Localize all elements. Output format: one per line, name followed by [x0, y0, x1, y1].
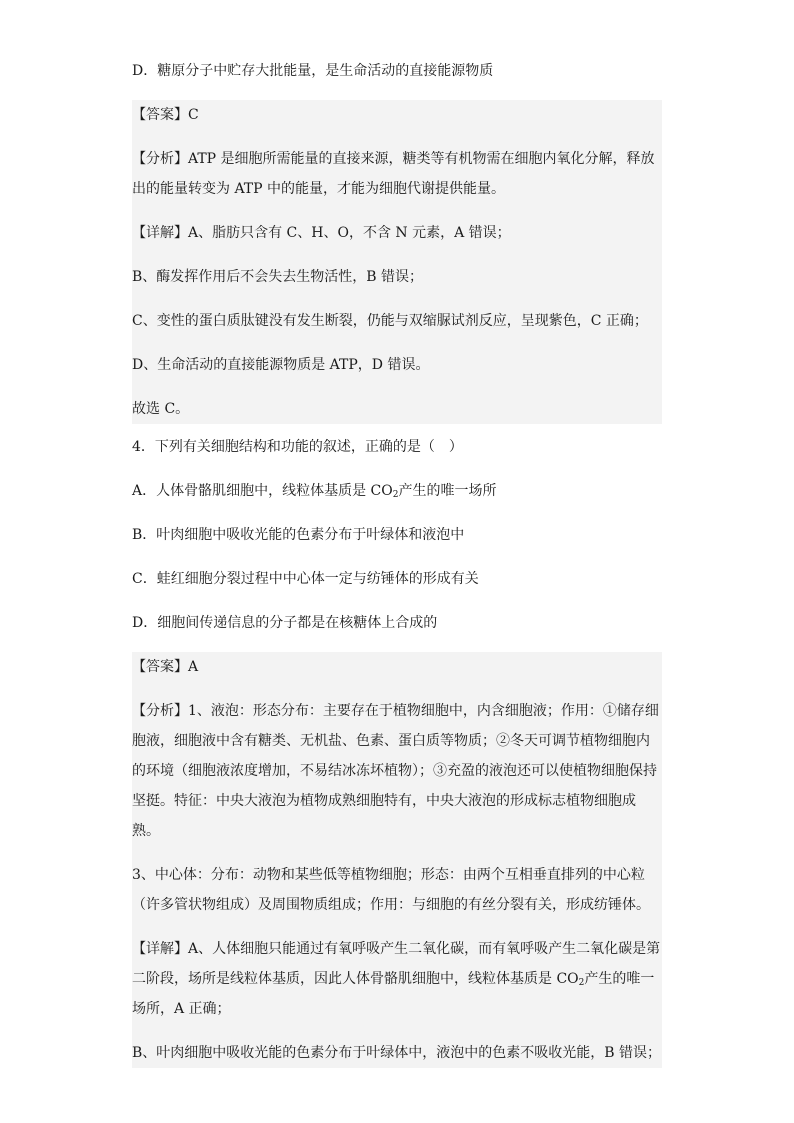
q4-option-d: D．细胞间传递信息的分子都是在核糖体上合成的	[132, 615, 438, 631]
q3-answer-block	[132, 100, 662, 424]
q3-analysis: 【分析】ATP 是细胞所需能量的直接来源，糖类等有机物需在细胞内氧化分解，释放出的能量转变为 ATP 中的能量，才能为细胞代谢提供能量。	[132, 151, 655, 197]
q3-detail-c: C、变性的蛋白质肽键没有发生断裂，仍能与双缩脲试剂反应，呈现紫色，C 正确；	[132, 313, 648, 329]
q4-option-c: C．蛙红细胞分裂过程中中心体一定与纺锤体的形成有关	[132, 571, 479, 587]
document-page	[132, 56, 662, 1068]
q4-detail-a-text-end: 产生的唯一场所，A 正确；	[132, 971, 655, 1017]
q4-option-b: B．叶肉细胞中吸收光能的色素分布于叶绿体和液泡中	[132, 527, 465, 543]
q4-detail-a	[132, 934, 662, 1024]
q4-option-a-text-end: 产生的唯一场所	[398, 483, 497, 499]
q4-detail-b: B、叶肉细胞中吸收光能的色素分布于叶绿体中，液泡中的色素不吸收光能，B 错误；	[132, 1045, 662, 1061]
q3-detail-d: D、生命活动的直接能源物质是 ATP，D 错误。	[132, 357, 430, 373]
q4-analysis-3: 3、中心体：分布：动物和某些低等植物细胞；形态：由两个互相垂直排列的中心粒（许多管状物组成）及周围物质组成；作用：与细胞的有丝分裂有关，形成纺锤体。	[132, 867, 650, 913]
q3-conclusion: 故选 C。	[132, 401, 190, 417]
q4-option-a	[132, 476, 662, 506]
q4-stem: 4．下列有关细胞结构和功能的叙述，正确的是（ ）	[132, 439, 463, 455]
q3-answer: 【答案】C	[132, 107, 199, 123]
q4-analysis-1: 【分析】1、液泡：形态分布：主要存在于植物细胞中，内含细胞液；作用：①储存细胞液，细胞液中含有糖类、无机盐、色素、蛋白质等物质；②冬天可调节植物细胞内的环境（细胞液浓度增加，不易结冰冻坏植物）；③充盈的液泡还可以使植物细胞保持坚挺。特征：中央大液泡为植物成熟细胞特有，中央大液泡的形成标志植物细胞成熟。	[132, 703, 659, 839]
q4-answer-block	[132, 652, 662, 1068]
q3-detail-a: 【详解】A、脂肪只含有 C、H、O，不含 N 元素，A 错误；	[132, 225, 511, 241]
q3-option-d: D．糖原分子中贮存大批能量，是生命活动的直接能源物质	[132, 63, 494, 79]
q4-option-a-text: A．人体骨骼肌细胞中，线粒体基质是 CO	[132, 483, 393, 499]
q4-option-a-subscript: 2	[392, 490, 399, 500]
q4-answer: 【答案】A	[132, 659, 199, 675]
q4-detail-a-text: 【详解】A、人体细胞只能通过有氧呼吸产生二氧化碳，而有氧呼吸产生二氧化碳是第二阶段，场所是线粒体基质，因此人体骨骼肌细胞中，线粒体基质是 CO	[132, 941, 661, 987]
q4-detail-a-subscript: 2	[578, 978, 585, 988]
q3-detail-b: B、酶发挥作用后不会失去生物活性，B 错误；	[132, 269, 424, 285]
